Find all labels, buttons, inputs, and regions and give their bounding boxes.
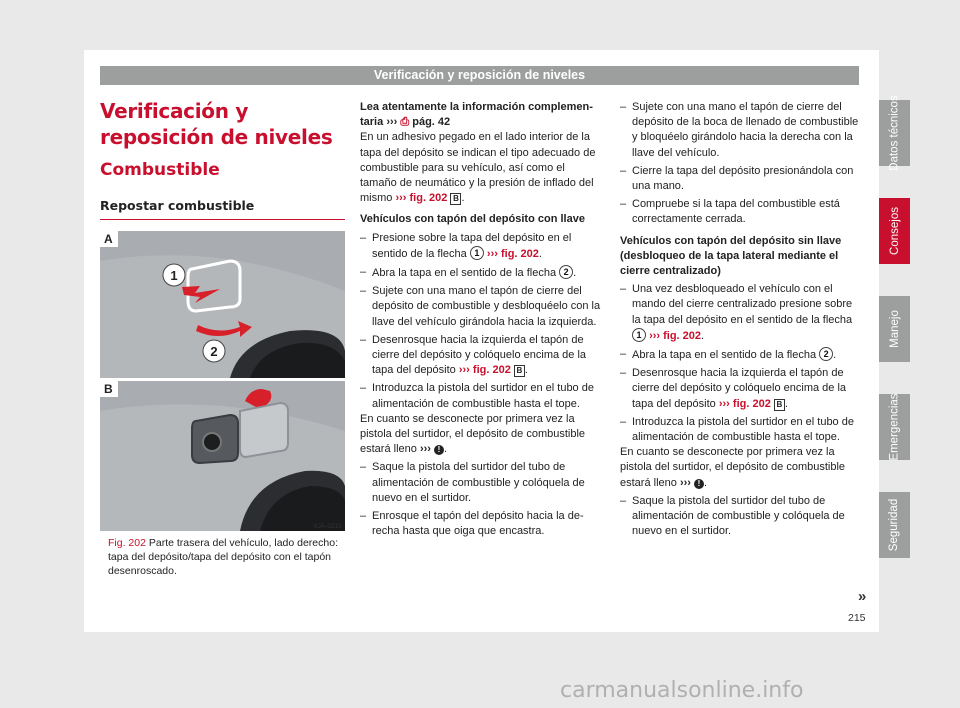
fig-b-icon: B (514, 365, 525, 377)
full-tank-note: En cuanto se desconecte por primera vez la pistola del surtidor, el depósito de combustible estará lleno ››› ! . (360, 412, 586, 456)
step-text: Una vez desbloqueado el vehículo con el mando del cierre centralizado presione sobre la tapa del depósito en el sentido de la flecha (632, 283, 853, 326)
read-first-text: Lea atentamente la información complementaria (360, 101, 593, 129)
fig-ref-link[interactable]: ››› fig. 202 (486, 247, 539, 260)
tab-emergencias[interactable] (879, 394, 910, 460)
fig-ref-label: fig. 202 (732, 397, 771, 410)
step-text: Sujete con una mano el tapón de cierre del depósito de la boca de llenado de combustible y bloquéelo girándolo hacia la derecha con la llave del vehículo. (632, 101, 859, 159)
list-item: – Saque la pistola del surtidor del tubo de alimentación de combustible y colóquela de nuevo en el surtidor. (620, 494, 862, 540)
list-item: – Compruebe si la tapa del combustible está correctamente cerrada. (620, 197, 862, 227)
subsection-title: Repostar combustible (100, 198, 255, 213)
fig-ref-label: fig. 202 (663, 329, 702, 342)
tab-label: Seguridad (888, 498, 901, 552)
step-text: Abra la tapa en el sentido de la flecha (632, 349, 817, 362)
step-text: Sujete con una mano el tapón de cierre del depósito de combustible y desbloquéelo con la llave del vehículo girándola hacia la izquierda. (372, 285, 601, 328)
step-text: Introduzca la pistola del surtidor en el tubo de alimentación de combustible hasta el tope. (632, 415, 854, 444)
heading-with-key: Vehículos con tapón del depósito con llave (360, 213, 585, 226)
list-item: – Sujete con una mano el tapón de cierre del depósito de la boca de llenado de combustible y bloquéelo girándolo hacia la derecha con la llave del vehículo. (620, 100, 862, 161)
list-item: – Sujete con una mano el tapón de cierre del depósito de combustible y desbloquéelo con la llave del vehículo girándola hacia la izquierda. (360, 284, 602, 330)
heading-without-key: Vehículos con tapón del depósito sin llave (desbloqueo de la tapa lateral mediante el cierre centralizado) (620, 234, 842, 278)
panel-b-filler-neck (203, 433, 221, 451)
step-text: Presione sobre la tapa del depósito en el sentido de la flecha (372, 231, 572, 260)
caption-text: Parte trasera del vehículo, lado derecho: tapa del depósito/tapa del depósito con el tapón desenroscado. (108, 537, 338, 577)
chapter-title: Verificación y reposición de niveles (100, 99, 333, 149)
list-item: – Introduzca la pistola del surtidor en el tubo de alimentación de combustible hasta el tope. (360, 381, 602, 411)
fuel-flap-illustration (100, 231, 345, 531)
list-item: – Desenrosque hacia la izquierda el tapón de cierre del depósito y colóquelo encima de la tapa del depósito ››› fig. 202 B . (360, 333, 587, 377)
fig-b-icon: B (450, 193, 461, 205)
warning-icon: ! (694, 479, 704, 489)
warning-icon: ! (434, 445, 444, 455)
fig-b-icon: B (774, 399, 785, 411)
list-item: – Abra la tapa en el sentido de la flecha 2 . (620, 348, 837, 362)
book-icon: ⎙ (400, 116, 410, 129)
list-item: – Presione sobre la tapa del depósito en el sentido de la flecha 1 ››› fig. 202. (360, 231, 572, 260)
column-right (620, 100, 862, 539)
tab-manejo[interactable] (879, 296, 910, 362)
running-header: Verificación y reposición de niveles (100, 66, 859, 85)
callout-badge-1: 1 (632, 328, 646, 342)
full-tank-note: En cuanto se desconecte por primera vez la pistola del surtidor, el depósito de combustible estará lleno ››› ! . (620, 446, 846, 489)
step-text: Saque la pistola del surtidor del tubo de alimentación de combustible y colóquela de nuevo en el surtidor. (632, 494, 845, 538)
tab-label: Emergencias (888, 393, 901, 461)
fig-ref-link[interactable]: ››› fig. 202 (718, 397, 771, 410)
step-text: Compruebe si la tapa del combustible está correctamente cerrada. (632, 198, 840, 226)
read-first-note (360, 100, 602, 130)
panel-b-letter: B (104, 382, 113, 396)
continue-arrow-icon: » (858, 588, 867, 605)
page-number: 215 (848, 612, 866, 624)
title-rule (100, 219, 345, 220)
panel-b-open-flap (240, 403, 288, 457)
figure-fuel-flap (100, 231, 345, 531)
tab-label: Datos técnicos (888, 95, 901, 171)
fig-ref-link[interactable]: ››› fig. 202 (649, 329, 702, 342)
tab-label: Consejos (888, 207, 901, 255)
tab-datos-tecnicos[interactable] (879, 95, 910, 171)
panel-a-letter: A (104, 232, 113, 246)
section-title: Combustible (100, 160, 220, 180)
panel-divider (100, 378, 345, 381)
callout-badge-2: 2 (819, 347, 833, 361)
list-item: – Enrosque el tapón del depósito hacia la derecha hasta que oiga que encastra. (360, 509, 602, 539)
fig-ref-label: fig. 202 (500, 247, 539, 260)
step-text: Saque la pistola del surtidor del tubo de alimentación de combustible y colóquela de nuevo en el surtidor. (372, 461, 585, 504)
list-item: – Abra la tapa en el sentido de la flecha 2 . (360, 266, 577, 280)
tab-seguridad[interactable] (879, 492, 910, 558)
intro-fig-ref[interactable]: ››› fig. 202 (395, 192, 448, 205)
step-text: Abra la tapa en el sentido de la flecha (372, 267, 557, 280)
step-text: Introduzca la pistola del surtidor en el tubo de alimentación de combustible hasta el tope. (372, 382, 594, 410)
watermark: carmanualsonline.info (560, 678, 804, 703)
warning-link[interactable]: ››› (419, 443, 431, 456)
warning-link[interactable]: ››› (679, 476, 691, 489)
callout-badge-1: 1 (470, 246, 484, 260)
caption-label: Fig. 202 (108, 537, 146, 549)
full-note-text: En cuanto se desconecte por primera vez la pistola del surtidor, el depósito de combustible estará lleno (620, 446, 846, 489)
read-first-ref[interactable]: pág. 42 (412, 116, 451, 129)
step-text: Enrosque el tapón del depósito hacia la derecha hasta que oiga que encastra. (372, 510, 584, 538)
callout-1-label: 1 (170, 268, 178, 283)
fig-ref-link[interactable]: ››› fig. 202 (458, 364, 511, 377)
intro-text: En un adhesivo pegado en el lado interior de la tapa del depósito se indican el tipo adecuado de combustible para su vehículo, así como el tamaño de neumático y la presión de inflado del mismo (360, 131, 596, 205)
callout-badge-2: 2 (559, 265, 573, 279)
step-text: Desenrosque hacia la izquierda el tapón de cierre del depósito y colóquelo encima de la tapa del depósito (632, 367, 847, 410)
tab-label: Manejo (888, 310, 901, 348)
step-text: Cierre la tapa del depósito presionándola con una mano. (632, 164, 854, 193)
step-text: Desenrosque hacia la izquierda el tapón de cierre del depósito y colóquelo encima de la tapa del depósito (372, 333, 587, 377)
intro-paragraph: En un adhesivo pegado en el lado interior de la tapa del depósito se indican el tipo adecuado de combustible para su vehículo, así como el tamaño de neumático y la presión de inflado del mismo ››› fig. 202 B . (360, 131, 596, 205)
list-item: – Introduzca la pistola del surtidor en el tubo de alimentación de combustible hasta el tope. (620, 415, 862, 445)
list-item: – Una vez desbloqueado el vehículo con el mando del cierre centralizado presione sobre la tapa del depósito en el sentido de la flecha 1 ››› fig. 202. (620, 283, 853, 342)
list-item: – Saque la pistola del surtidor del tubo de alimentación de combustible y colóquela de nuevo en el surtidor. (360, 460, 602, 506)
figure-caption (108, 536, 340, 578)
figure-code: 6JA-0215 (314, 523, 342, 530)
list-item: – Cierre la tapa del depósito presionándola con una mano. (620, 164, 862, 194)
intro-fig-ref-label: fig. 202 (409, 192, 448, 205)
column-middle (360, 100, 602, 539)
full-note-text: En cuanto se desconecte por primera vez la pistola del surtidor, el depósito de combustible estará lleno (360, 412, 586, 456)
callout-2-label: 2 (210, 344, 218, 359)
read-first-arrows: ››› (386, 116, 398, 129)
list-item: – Desenrosque hacia la izquierda el tapón de cierre del depósito y colóquelo encima de la tapa del depósito ››› fig. 202 B . (620, 367, 847, 410)
fig-ref-label: fig. 202 (472, 364, 511, 377)
tab-consejos[interactable] (879, 198, 910, 264)
